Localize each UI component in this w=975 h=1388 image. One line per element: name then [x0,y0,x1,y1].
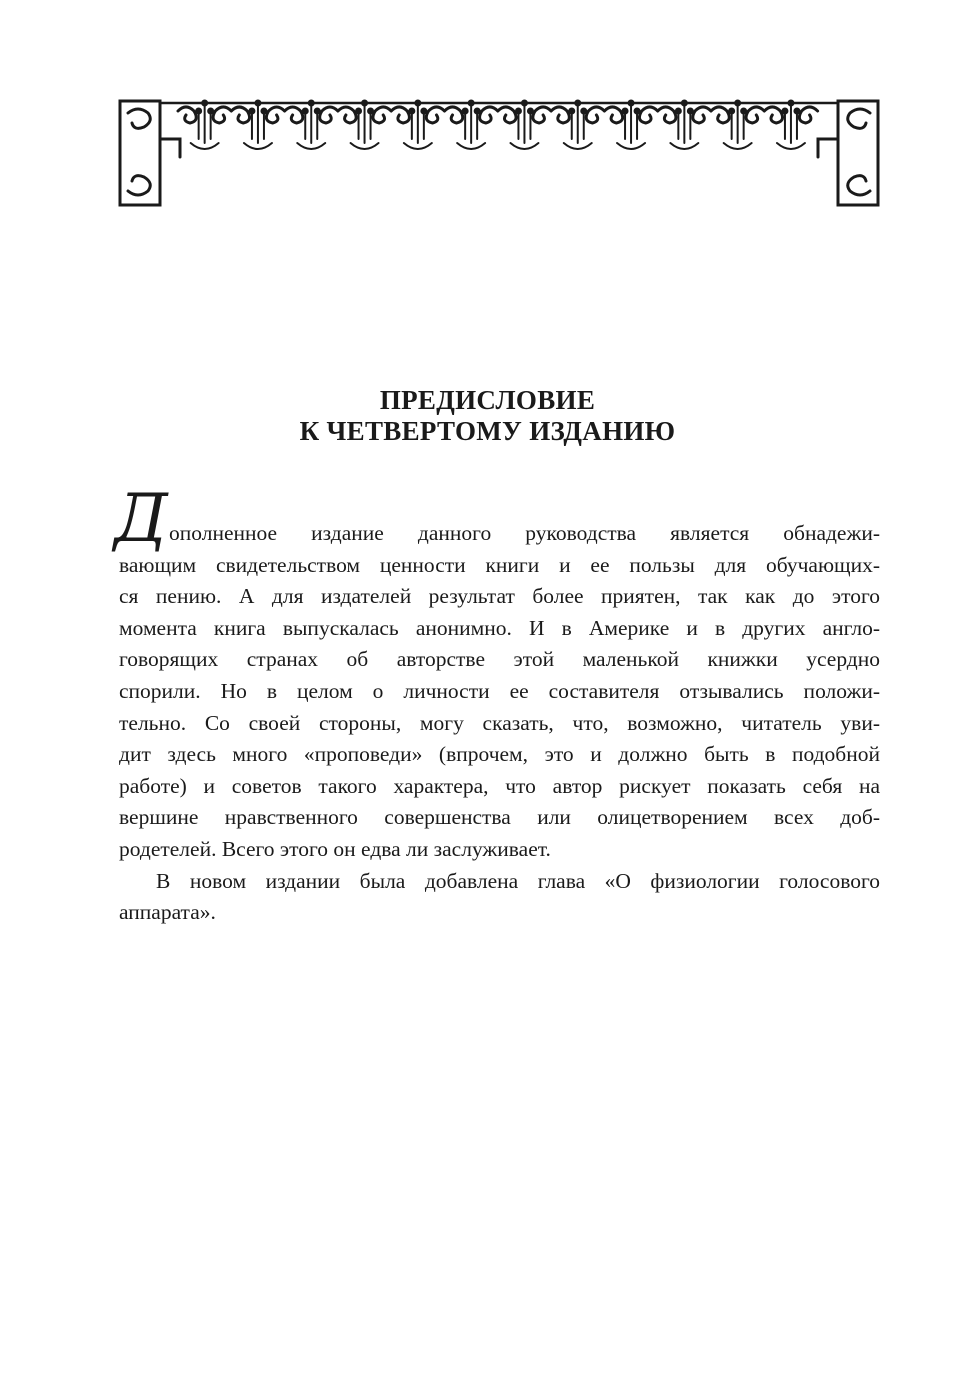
dot-motif [462,108,469,115]
text-line: вающим свидетельством ценности книги и ее пользы для обучающих- [119,552,880,577]
dot-motif [687,108,694,115]
text-line: работе) и советов такого характера, что автор рискует показать себя на [119,773,880,798]
dot-motif [254,100,261,107]
dot-motif [734,100,741,107]
dot-motif [474,108,481,115]
dot-motif [580,108,587,115]
dot-motif [361,100,368,107]
dot-motif [207,108,214,115]
dot-motif [781,108,788,115]
text-line: спорили. Но в целом о личности ее составителя отзывались положи- [119,678,880,703]
dot-motif [568,108,575,115]
dot-motif [367,108,374,115]
dot-motif [728,108,735,115]
dot-motif [622,108,629,115]
text-line: говорящих странах об авторстве этой маленькой книжки усердно [119,647,880,672]
dot-motif [420,108,427,115]
dot-motif [634,108,641,115]
dot-motif [302,108,309,115]
ornamental-header-border [118,99,880,209]
dot-motif [314,108,321,115]
dot-motif [515,108,522,115]
text-line: вершине нравственного совершенства или олицетворением всех доб- [119,805,880,830]
page-heading [0,385,975,447]
dot-motif [793,108,800,115]
text-line: тельно. Со своей стороны, могу сказать, что, возможно, читатель уви- [119,710,880,735]
dot-motif [787,100,794,107]
text-line: В новом издании была добавлена глава «О физиологии голосового [156,868,880,893]
dot-motif [681,100,688,107]
dot-motif [260,108,267,115]
dot-motif [414,100,421,107]
text-line: ополненное издание данного руководства является обнадежи- [169,521,880,545]
dot-motif [248,108,255,115]
dot-motif [521,100,528,107]
text-line: ся пению. А для издателей результат более приятен, так как до этого [119,584,880,609]
preface-body [119,518,880,929]
text-line: родетелей. Всего этого он едва ли заслуживает. [119,836,551,861]
dot-motif [740,108,747,115]
text-line: дит здесь много «проповеди» (впрочем, это и должно быть в подобной [119,742,880,767]
dot-motif [675,108,682,115]
drop-cap: Д [114,480,168,557]
heading-line-2: К ЧЕТВЕРТОМУ ИЗДАНИЮ [299,416,676,446]
dot-motif [408,108,415,115]
dot-motif [308,100,315,107]
dot-motif [201,100,208,107]
dot-motif [468,100,475,107]
text-line: момента книга выпускалась анонимно. И в Америке и в других англо- [119,615,880,640]
dot-motif [355,108,362,115]
dot-motif [527,108,534,115]
dot-motif [195,108,202,115]
dot-motif [574,100,581,107]
text-line: аппарата». [119,900,216,925]
dot-motif [628,100,635,107]
heading-line-1: ПРЕДИСЛОВИЕ [379,385,596,415]
